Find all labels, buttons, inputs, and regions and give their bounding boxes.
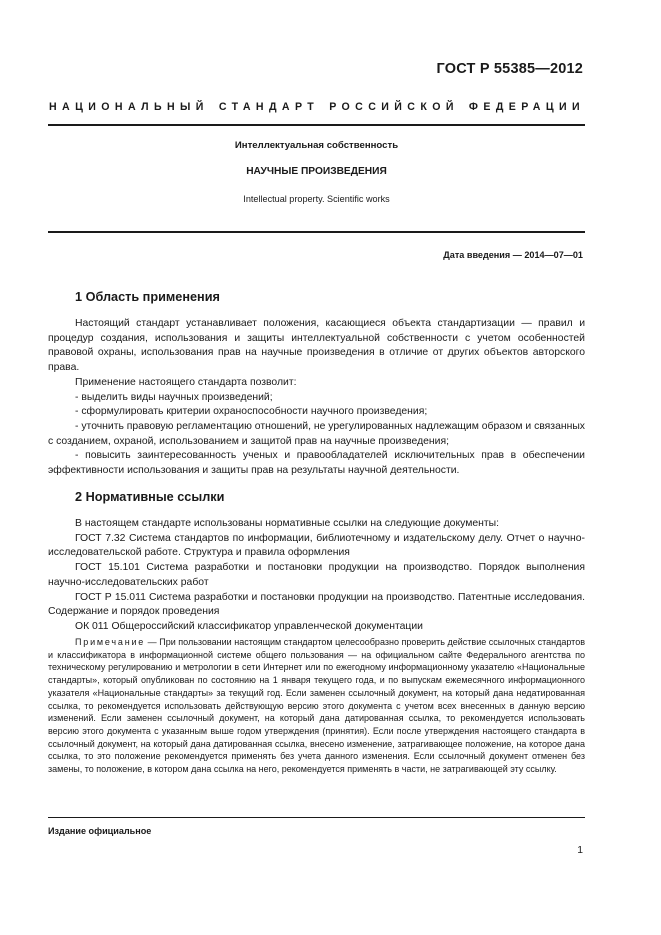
note-label: Примечание — [75, 637, 146, 647]
standard-number: ГОСТ Р 55385—2012 — [436, 61, 583, 77]
paragraph: Применение настоящего стандарта позволит: — [75, 376, 297, 388]
section-1-body — [48, 317, 585, 479]
national-standard-label: НАЦИОНАЛЬНЫЙ СТАНДАРТ РОССИЙСКОЙ ФЕДЕРАЦИИ — [49, 101, 585, 113]
english-title: Intellectual property. Scientific works — [243, 194, 390, 204]
introduction-date: Дата введения — 2014—07—01 — [443, 250, 583, 260]
list-item: - уточнить правовую регламентацию отношений, не урегулированных надлежащим образом и связанных с созданием, охраной, использованием и защитой прав на научные произведения; — [48, 420, 585, 447]
header-divider — [48, 124, 585, 126]
note-text: — При пользовании настоящим стандартом целесообразно проверить действие ссылочных стандартов и классификатора в информационной системе общего пользования — на официальном сайте Федерального агентства по техническому регулированию и метрологии в сети Интернет или по ежегодному информационному указателю «Национальные стандарты», который опубликован по состоянию на 1 января текущего года, и по выпускам ежемесячного информационного указателя «Национальные стандарты» за текущий год. Если заменен ссылочный документ, на который дана недатированная ссылка, то рекомендуется использовать действующую версию этого документа с учетом всех внесенных в данную версию изменений. Если заменен ссылочный документ, на который дана датированная ссылка, то рекомендуется использовать версию этого документа с указанным выше годом утверждения (принятия). Если после утверждения настоящего стандарта в ссылочный документ, на который дана датированная ссылка, внесено изменение, затрагивающее положение, на которое дана ссылка, то это положение рекомендуется применять без учета данного изменения. Если ссылочный документ отменен без замены, то положение, в котором дана ссылка на него, рекомендуется применять в части, не затрагивающей эту ссылку. — [48, 637, 585, 775]
edition-label: Издание официальное — [48, 826, 152, 836]
reference-item: ГОСТ 15.101 Система разработки и постановки продукции на производство. Порядок выполнения научно-исследовательских работ — [48, 562, 585, 588]
section-2-heading: 2 Нормативные ссылки — [75, 490, 225, 504]
reference-item: ГОСТ 7.32 Система стандартов по информации, библиотечному и издательскому делу. Отчет о научно-исследовательской работе. Структура и правила оформления — [48, 532, 585, 559]
list-item: - повысить заинтересованность ученых и правообладателей исключительных прав в обеспечении эффективности использования и защиты прав на результаты научной деятельности. — [48, 450, 585, 477]
footer-divider — [48, 817, 585, 818]
document-topic: Интеллектуальная собственность — [234, 140, 399, 151]
list-item: - выделить виды научных произведений; — [75, 391, 273, 403]
reference-item: ГОСТ Р 15.011 Система разработки и постановки продукции на производство. Патентные исследования. Содержание и порядок проведения — [48, 591, 585, 618]
reference-item: ОК 011 Общероссийский классификатор управленческой документации — [75, 620, 423, 632]
list-item: - сформулировать критерии охраноспособности научного произведения; — [75, 406, 428, 418]
document-title: НАУЧНЫЕ ПРОИЗВЕДЕНИЯ — [246, 166, 387, 177]
paragraph: В настоящем стандарте использованы нормативные ссылки на следующие документы: — [75, 518, 499, 529]
paragraph: Настоящий стандарт устанавливает положения, касающиеся объекта стандартизации — правил и процедур создания, использования и защиты интеллектуальной собственности с учетом особенностей правовой охраны, использования прав на научные произведения в отличие от других объектов авторского права. — [48, 318, 585, 374]
section-1-heading: 1 Область применения — [75, 290, 220, 304]
title-divider — [48, 231, 585, 233]
section-2-body — [48, 517, 585, 635]
note-block — [48, 636, 585, 776]
note-paragraph — [48, 636, 585, 776]
page-number: 1 — [577, 845, 583, 856]
